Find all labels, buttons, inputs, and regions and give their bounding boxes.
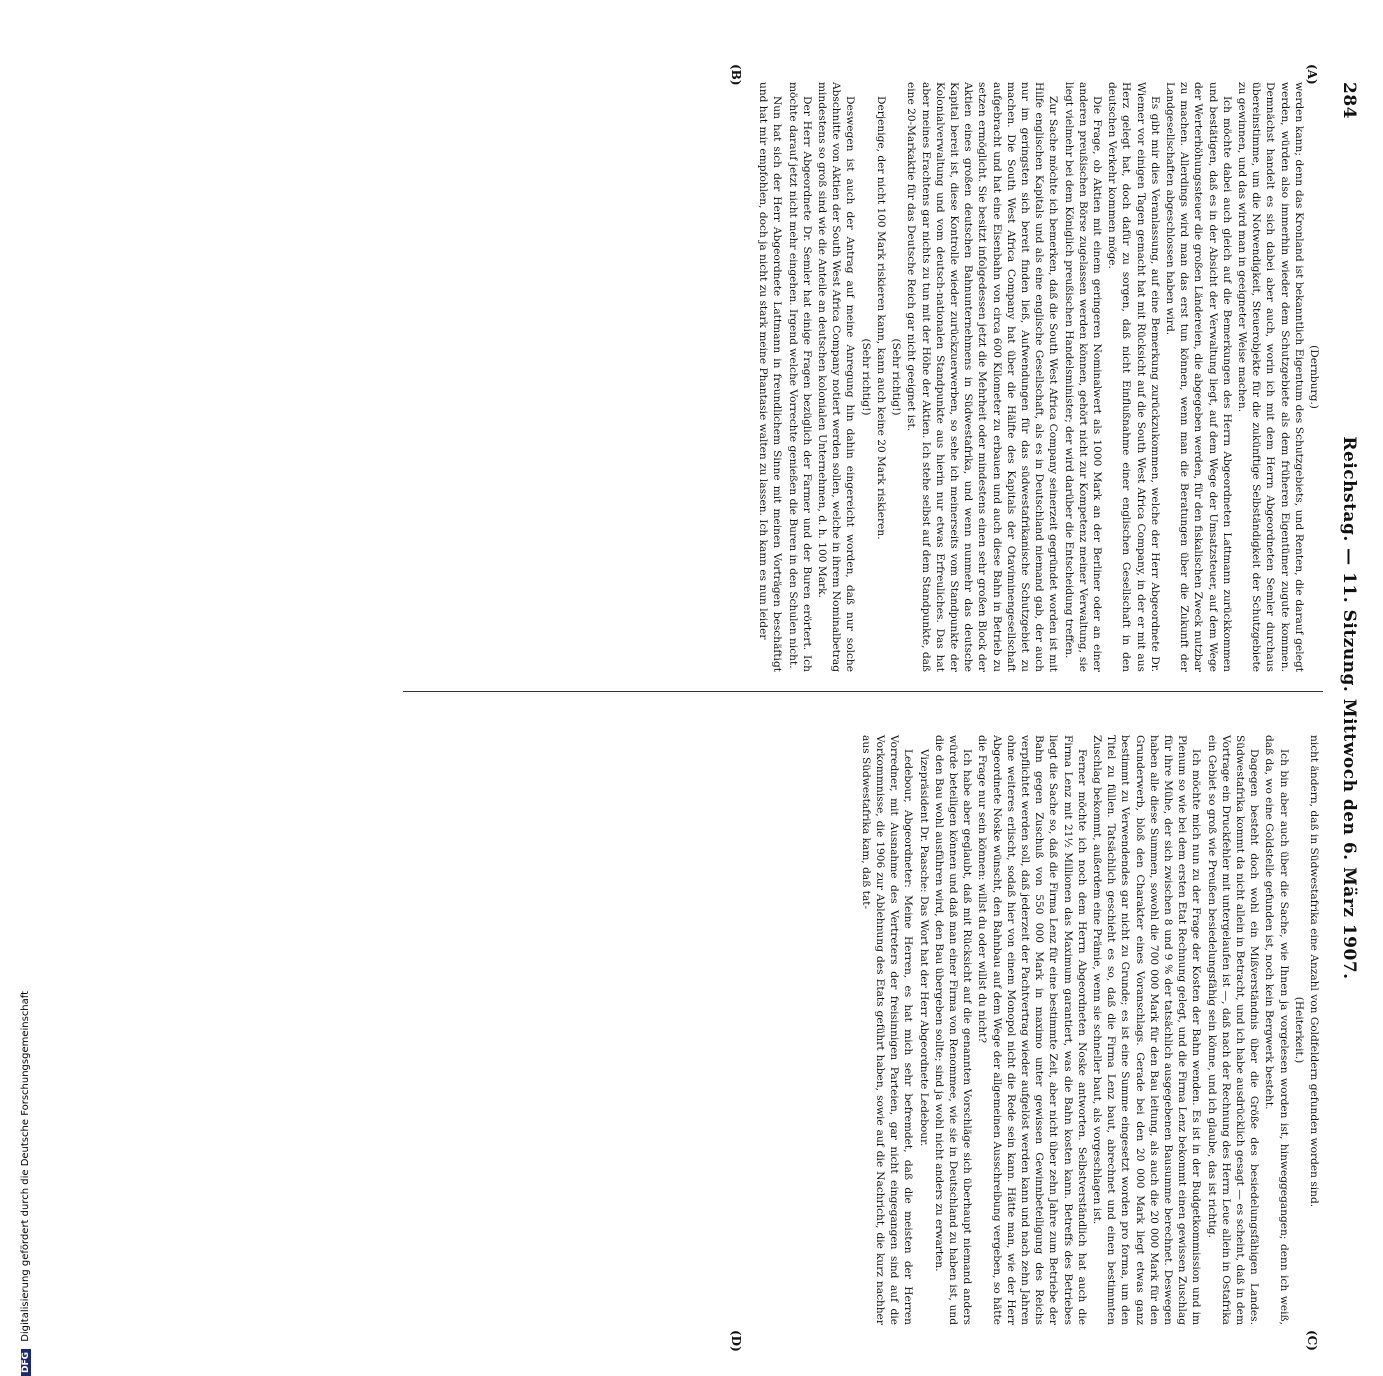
page-header [1335, 82, 1363, 1327]
paragraph: Der Herr Abgeordnete Dr. Semler hat einige Fragen bezüglich der Farmer und der Buren erörtert. Ich möchte darauf jetzt nicht mehr eingehen. Irgend welche Vorrechte genießen die Buren in den Schulen nicht. [786, 82, 813, 672]
interjection: (Heiterkeit.) [1292, 996, 1305, 1064]
margin-marker-c: (C) [1305, 1330, 1319, 1351]
paragraph: Nun hat sich der Herr Abgeordnete Lattmann in freundlichem Sinne mit meinen Vorträgen beschäftigt und hat mir empfohlen, doch ja nicht zu stark meine Phantasie walten zu lassen. Ich kann es nun leider [757, 82, 784, 672]
paragraph: Derjenige, der nicht 100 Mark riskieren kann, kann auch keine 20 Mark riskieren. [874, 96, 887, 540]
paragraph: Ich möchte mich nun zu der Frage der Kosten der Bahn wenden. Es ist in der Budgetkommission und im Plenum so wie bei dem ersten Etat Rechnung gelegt, und die Firma Lenz bekommt einen gewissen Zuschlag für ihre Mühe, der sich zwischen 8 und 9 % der tatsächlich ausgegebenen Bausumme berechnet. Deswegen haben alle diese Summen, sowohl die 700 000 Mark für den Bau leitung, als auch die 20 000 Mark für den Grunderwerb, bloß den Charakter eines Voranschlags. Gerade bei den 20 000 Mark liegt etwas ganz bestimmt zu Verwendendes gar nicht zu Grunde; es ist eine Summe eingesetzt worden pro forma, um den Titel zu füllen. Tatsächlich geschieht es so, daß die Firma Lenz baut, abrechnet und einen bestimmten Zuschlag bekommt, außerdem eine Prämie, wenn sie schneller baut, als vorgeschlagen ist. [1090, 735, 1203, 1325]
speaker-tag: (Dernburg.) [1308, 345, 1320, 409]
paragraph: Ferner möchte ich noch dem Herrn Abgeordneten Noske antworten. Selbstverständlich hat auch die Firma Lenz mit 21½ Millionen das Maximum garantiert, was die Bahn kosten kann. Betreffs des Betriebes liegt die Sache so, daß die Firma Lenz für eine bestimmte Zeit, aber nicht über zehn Jahre zum Betriebe der Bahn gegen Zuschuß von 550 000 Mark in maximo unter gewissen Gewinnbeteiligung des Reichs verpflichtet werden soll, daß jederzeit der Pachtvertrag wieder aufgelöst werden kann und nach zehn Jahren ohne weiteres erlischt, sodaß hier von einem Monopol nicht die Rede sein kann. Hätte man, wie der Herr Abgeordnete Noske wünscht, den Bahnbau auf dem Wege der allgemeinen Ausschreibung vergeben, so hätte die Frage nur sein können: willst du oder willst du nicht? [976, 735, 1088, 1325]
paragraph: Zur Sache möchte ich bemerken, daß die South West Africa Company seinerzeit gegründet worden ist mit Hilfe englischen Kapitals und als eine englische Gesellschaft, als es in Deutschland niemand gab, der auch nur im geringsten sich bereit finden ließ, Aufwendungen für das südwestafrikanische Schutzgebiet zu machen. Die South West Africa Company hat über die Hälfte des Kapitals der Otaviminengesellschaft aufgebracht und hat eine Eisenbahn von circa 600 Kilometer zu erbauen und auch diese Bahn in Betrieb zu setzen ermöglicht. Sie besitzt infolgedessen jetzt die Mehrheit oder mindestens einen sehr großen Block der Aktien eines großen deutschen Bahnunternehmens in Südwestafrika, und wenn nunmehr das deutsche Kapital bereit ist, diese Kontrolle wieder zurückzuerwerben, so sehe ich meinerseits vom Standpunkte der Kolonialverwaltung und vom deutsch-nationalen Standpunkte aus hierin nur etwas Erfreuliches. Das hat aber meines Erachtens gar nichts zu tun mit der Höhe der Aktien. Ich stehe selbst auf dem Standpunkte, daß eine 20-Markaktie für das Deutsche Reich gar nicht geeignet ist. [905, 82, 1060, 672]
funding-note: Digitalisierung gefördert durch die Deutsche Forschungsgemeinschaft [20, 990, 31, 1342]
funding-sidebar [20, 391, 36, 1376]
paragraph: Die Frage, ob Aktien mit einem geringeren Nominalwert als 1000 Mark an der Berliner oder an einer anderen preußischen Börse zugelassen werden können, gehört nicht zur Kompetenz meiner Verwaltung, sie liegt vielmehr bei dem Königlich preußischen Handelsminister; der wird darüber die Entscheidung treffen. [1062, 82, 1103, 672]
left-column [755, 82, 1321, 672]
paragraph: nicht ändern, daß in Südwestafrika eine Anzahl von Goldfeldern gefunden worden sind. [1308, 735, 1320, 1208]
paragraph: Ledebour, Abgeordneter: Meine Herren, es hat mich sehr befremdet, daß die meisten der Herren Vorredner, mit Ausnahme des Vertreters der freisinnigen Parteien, gar nicht eingegangen sind auf die Vorkommnisse, die 1906 zur Ablehnung des Etats geführt haben, sowie auf die Nachricht, die kurz nachher aus Südwestafrika kam, daß tat- [859, 735, 915, 1325]
paragraph: Ich möchte dabei auch gleich auf die Bemerkungen des Herrn Abgeordneten Lattmann zurückkommen und bestätigen, daß es in der Absicht der Verwaltung liegt, auf dem Wege der Umsatzsteuer, auf dem Wege der Werterhöhungssteuer die großen Ländereien, die abgegeben werden, für den fiskalischen Zweck nutzbar zu machen. Allerdings wird man das erst tun können, wenn man die Beratungen über die Zukunft der Landgesellschaften abgeschlossen haben wird. [1163, 82, 1233, 672]
paragraph: Deswegen ist auch der Antrag auf meine Anregung hin dahin eingereicht worden, daß nur solche Abschnitte von Aktien der South West Africa Company notiert werden sollen, welche in ihrem Nominalbetrag mindestens so groß sind wie die Anteile an deutschen kolonialen Unternehmen, d. h. 100 Mark. [816, 82, 857, 672]
margin-marker-d: (D) [729, 1330, 743, 1352]
right-column [858, 735, 1322, 1325]
margin-marker-a: (A) [1305, 64, 1319, 85]
paragraph: Es gibt mir dies Veranlassung, auf eine Bemerkung zurückzukommen, welche der Herr Abgeordnete Dr. Wiemer vor einigen Tagen gemacht hat mit Rücksicht auf die South West Africa Company, in der er mit aus Herz gelegt hat, doch dafür zu sorgen, daß nicht Einflußnahme einer englischen Gesellschaft in den deutschen Verkehr kommen möge. [1106, 82, 1161, 672]
margin-marker-b: (B) [729, 64, 743, 86]
page-title: Reichstag. — 11. Sitzung. Mittwoch den 6. März 1907. [1339, 436, 1359, 980]
speaker-announcement: Vizepräsident Dr. Paasche: Das Wort hat der Herr Abgeordnete Ledebour. [917, 749, 930, 1147]
interjection: (Sehr richtig!) [890, 338, 903, 416]
page-number: 284 [1339, 82, 1359, 119]
interjection: (Sehr richtig!) [859, 338, 872, 416]
paragraph: werden kann; denn das Kronland ist bekanntlich Eigentum des Schutzgebiets, und Renten, die darauf gelegt werden, würden also immerhin wieder dem Schutzgebiete als dem früheren Eigentümer zugute kommen. Demnächst handelt es sich dabei aber auch, worin ich mit dem Herrn Abgeordneten Semler durchaus übereinstimme, um die Notwendigkeit, Steuerobjekte für die zukünftige Selbständigkeit der Schutzgebiete zu gewinnen, und das wird man in geeigneter Weise machen. [1235, 82, 1305, 672]
paragraph: Ich habe aber geglaubt, daß mit Rücksicht auf die genannten Vorschläge sich überhaupt niemand anders würde beteiligen können und daß man einer Firma von Renommee, wie sie in Deutschland zu haben ist, und die den Bau wohl ausführen wird, den Bau übergeben sollte; sind ja wohl nicht anders zu erwarten. [932, 735, 974, 1325]
dfg-logo: DFG [21, 1349, 31, 1376]
column-divider [403, 691, 1323, 692]
paragraph: Dagegen besteht doch wohl ein Mißverständnis über die Größe des besiedelungsfähigen Landes. Südwestafrika kommt da nicht allein in Betracht, und ich habe ausdrücklich gesagt — es scheint, daß in dem Vortrage ein Druckfehler mit untergelaufen ist —, daß nach der Rechnung des Herrn Leue allein in Ostafrika ein Gebiet so groß wie Preußen besiedelungsfähig sein könne, und ich glaube, das ist richtig. [1205, 735, 1261, 1325]
paragraph: Ich bin aber auch über die Sache, wie Ihnen ja vorgelesen worden ist, hinweggegangen; denn ich weiß, daß da, wo eine Goldstelle gefunden ist, noch kein Bergwerk besteht. [1263, 735, 1290, 1325]
